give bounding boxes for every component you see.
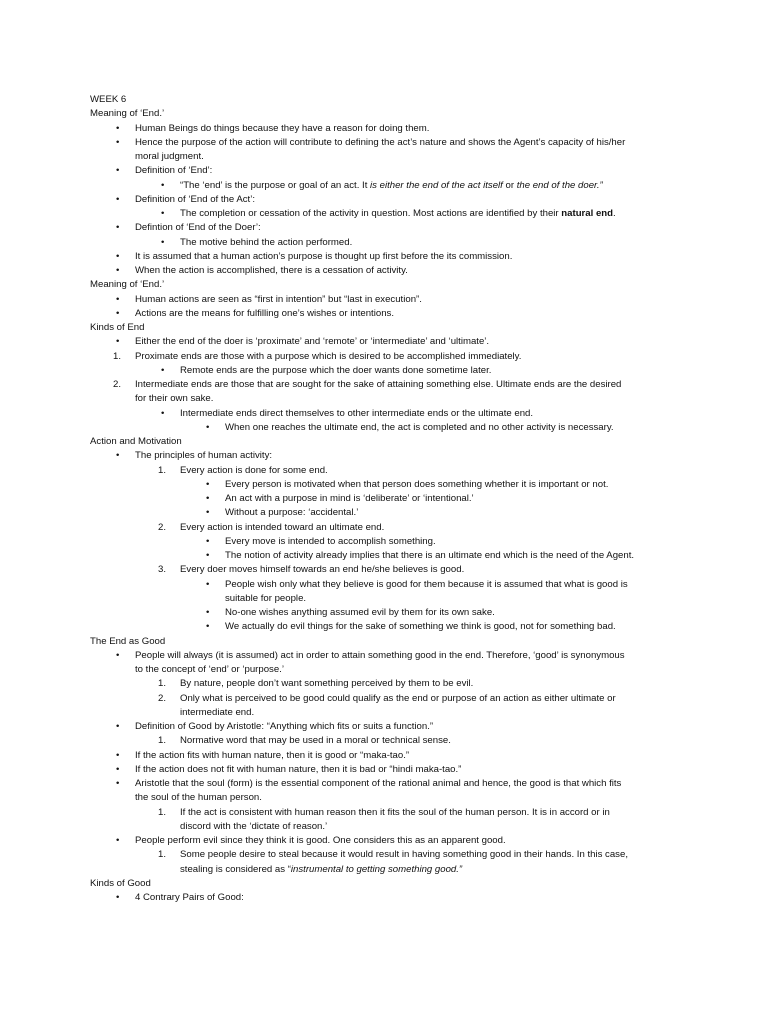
bullet-marker: • — [116, 165, 120, 177]
bullet-marker: • — [206, 421, 210, 433]
line-text — [135, 221, 261, 235]
text-line — [0, 435, 768, 449]
line-text — [180, 692, 616, 706]
line-text — [135, 749, 409, 763]
text-segment: Actions are the means for fulfilling one’s wishes or intentions. — [135, 307, 394, 319]
bullet-marker: • — [161, 236, 165, 248]
text-segment: Proximate ends are those with a purpose which is desired to be accomplished immediately. — [135, 350, 522, 362]
italic-text: is either the end of the act itself — [370, 179, 503, 191]
text-segment: Intermediate ends direct themselves to other intermediate ends or the ultimate end. — [180, 407, 534, 419]
text-line — [0, 264, 768, 278]
text-line — [0, 749, 768, 763]
text-line — [0, 563, 768, 577]
line-text — [135, 250, 512, 264]
bullet-marker: • — [206, 493, 210, 504]
text-line — [0, 677, 768, 691]
text-line — [0, 378, 768, 392]
line-text — [180, 364, 491, 378]
line-text — [135, 122, 429, 136]
text-segment: stealing is considered as “ — [180, 863, 291, 875]
line-text — [90, 107, 164, 121]
line-text — [135, 164, 212, 178]
list-number: 1. — [158, 806, 167, 818]
text-line — [0, 307, 768, 321]
text-segment: Every person is motivated when that person does something whether it is important or not. — [225, 478, 609, 490]
text-segment: It is assumed that a human action’s purpose is thought up first before the its commission. — [135, 250, 513, 262]
bullet-marker: • — [116, 307, 120, 319]
text-line — [0, 179, 768, 193]
text-segment: Only what is perceived to be good could qualify as the end or purpose of an action as either ultimate or — [180, 692, 616, 704]
text-line — [0, 649, 768, 663]
text-segment: Intermediate ends are those that are sought for the sake of attaining something else. Ultimate ends are the desired — [135, 379, 622, 390]
bullet-marker: • — [116, 749, 120, 761]
line-text — [90, 877, 151, 891]
bullet-marker: • — [161, 208, 165, 219]
text-segment: Human Beings do things because they have a reason for doing them. — [135, 122, 430, 134]
text-line — [0, 549, 768, 563]
line-text — [180, 236, 352, 250]
bullet-marker: • — [206, 535, 210, 547]
line-text — [180, 848, 628, 862]
line-text — [135, 307, 394, 321]
text-segment: By nature, people don’t want something perceived by them to be evil. — [180, 678, 474, 690]
text-segment: Remote ends are the purpose which the doer wants done sometime later. — [180, 364, 492, 376]
text-segment: Meaning of ‘End.’ — [90, 108, 165, 120]
text-line — [0, 335, 768, 349]
text-segment: intermediate end. — [180, 706, 255, 718]
line-text — [135, 791, 262, 805]
bullet-marker: • — [116, 835, 120, 846]
line-text — [180, 706, 254, 720]
text-segment: or — [502, 179, 517, 191]
list-number: 1. — [113, 350, 122, 362]
text-line — [0, 150, 768, 164]
text-line — [0, 392, 768, 406]
text-line — [0, 506, 768, 520]
line-text — [135, 891, 244, 905]
line-text — [135, 136, 625, 150]
text-line — [0, 806, 768, 820]
line-text — [90, 93, 126, 107]
italic-text: instrumental to getting something good.” — [290, 863, 463, 875]
text-segment: If the action does not fit with human nature, then it is bad or “hindi maka-tao.” — [135, 763, 462, 775]
text-line — [0, 763, 768, 777]
bullet-marker: • — [206, 621, 210, 633]
list-number: 1. — [158, 849, 167, 861]
bullet-marker: • — [116, 778, 120, 789]
bullet-marker: • — [161, 179, 165, 191]
text-segment: Human actions are seen as “first in intention” but “last in execution”. — [135, 293, 422, 305]
text-line — [0, 720, 768, 734]
line-text — [225, 549, 634, 563]
text-segment: People perform evil since they think it is good. One considers this as an apparent good. — [135, 835, 506, 846]
text-segment: Aristotle that the soul (form) is the essential component of the rational animal and hence, the good is that which fits — [135, 778, 622, 789]
text-segment: Definition of ‘End of the Act’: — [135, 193, 255, 205]
text-segment: If the action fits with human nature, then it is good or “maka-tao.” — [135, 749, 410, 761]
line-text — [90, 321, 144, 335]
text-segment: Every doer moves himself towards an end he/she believes is good. — [180, 564, 465, 576]
text-line — [0, 692, 768, 706]
text-segment: “The ‘end’ is the purpose or goal of an act. It — [180, 179, 371, 191]
text-line — [0, 891, 768, 905]
bullet-marker: • — [116, 649, 120, 661]
bullet-marker: • — [206, 607, 210, 618]
text-line — [0, 421, 768, 435]
text-segment: When the action is accomplished, there is a cessation of activity. — [135, 265, 408, 276]
text-segment: suitable for people. — [225, 592, 307, 604]
text-line — [0, 221, 768, 235]
bullet-marker: • — [116, 122, 120, 134]
text-segment: Definition of ‘End’: — [135, 165, 213, 177]
list-number: 2. — [158, 521, 167, 533]
text-line — [0, 777, 768, 791]
text-line — [0, 122, 768, 136]
text-segment: moral judgment. — [135, 151, 204, 162]
text-line — [0, 834, 768, 848]
bullet-marker: • — [116, 293, 120, 305]
line-text — [135, 335, 489, 349]
text-segment: WEEK 6 — [90, 94, 127, 105]
text-line — [0, 578, 768, 592]
line-text — [180, 521, 384, 535]
text-segment: Meaning of ‘End.’ — [90, 279, 165, 291]
text-line — [0, 364, 768, 378]
line-text — [180, 677, 473, 691]
text-line — [0, 521, 768, 535]
bold-text: natural end — [561, 208, 614, 219]
line-text — [135, 293, 422, 307]
text-segment: Hence the purpose of the action will contribute to defining the act’s nature and shows the Agent’s capacity of his/her — [135, 136, 626, 148]
line-text — [225, 606, 495, 620]
text-line — [0, 734, 768, 748]
bullet-marker: • — [116, 265, 120, 276]
text-segment: The completion or cessation of the activity in question. Most actions are identified by their — [180, 208, 562, 219]
text-line — [0, 863, 768, 877]
text-line — [0, 877, 768, 891]
bullet-marker: • — [116, 336, 120, 348]
line-text — [180, 207, 616, 221]
text-line — [0, 791, 768, 805]
text-line — [0, 592, 768, 606]
text-line — [0, 820, 768, 834]
bullet-marker: • — [206, 550, 210, 561]
text-segment: People wish only what they believe is good for them because it is assumed that what is good is — [225, 578, 628, 590]
text-line — [0, 848, 768, 862]
line-text — [225, 578, 628, 592]
text-line — [0, 407, 768, 421]
bullet-marker: • — [116, 250, 120, 262]
list-number: 2. — [113, 379, 122, 390]
text-segment: The notion of activity already implies that there is an ultimate end which is the need of the Agent. — [225, 550, 635, 561]
text-line — [0, 236, 768, 250]
text-segment: When one reaches the ultimate end, the act is completed and no other activity is necessary. — [225, 421, 614, 433]
text-line — [0, 136, 768, 150]
line-text — [225, 506, 358, 520]
line-text — [135, 720, 433, 734]
text-segment: for their own sake. — [135, 393, 214, 405]
text-segment: The principles of human activity: — [135, 450, 273, 462]
bullet-marker: • — [206, 478, 210, 490]
bullet-marker: • — [116, 222, 120, 234]
text-segment: An act with a purpose in mind is ‘deliberate’ or ‘intentional.’ — [225, 493, 474, 504]
text-line — [0, 193, 768, 207]
line-text — [90, 635, 165, 649]
text-segment: the soul of the human person. — [135, 792, 262, 804]
text-line — [0, 606, 768, 620]
line-text — [135, 150, 204, 164]
line-text — [135, 350, 521, 364]
line-text — [180, 179, 603, 193]
text-segment: Either the end of the doer is ‘proximate’ and ‘remote’ or ‘intermediate’ and ‘ultimate’. — [135, 336, 490, 348]
line-text — [225, 535, 436, 549]
text-segment: Without a purpose: ‘accidental.’ — [225, 507, 359, 519]
text-line — [0, 620, 768, 634]
list-number: 3. — [158, 564, 167, 576]
text-segment: Every action is intended toward an ultimate end. — [180, 521, 385, 533]
text-line — [0, 93, 768, 107]
text-segment: Some people desire to steal because it would result in having something good in their hands. In this case, — [180, 849, 628, 861]
text-segment: No-one wishes anything assumed evil by them for its own sake. — [225, 607, 495, 618]
italic-text: the end of the doer.” — [516, 179, 603, 191]
text-segment: If the act is consistent with human reason then it fits the soul of the human person. It is in accord or in — [180, 806, 610, 818]
line-text — [135, 378, 621, 392]
text-line — [0, 464, 768, 478]
text-segment: Kinds of Good — [90, 877, 151, 889]
line-text — [180, 863, 462, 877]
text-segment: Action and Motivation — [90, 436, 182, 447]
text-line — [0, 278, 768, 292]
text-segment: Defintion of ‘End of the Doer’: — [135, 222, 261, 234]
line-text — [225, 492, 474, 506]
text-line — [0, 350, 768, 364]
bullet-marker: • — [116, 450, 120, 462]
line-text — [90, 435, 182, 449]
text-segment: People will always (it is assumed) act in order to attain something good in the end. Therefore, ‘good’ is synonymous — [135, 649, 625, 661]
line-text — [135, 777, 621, 791]
text-line — [0, 293, 768, 307]
line-text — [180, 563, 464, 577]
text-line — [0, 706, 768, 720]
text-segment: Every move is intended to accomplish something. — [225, 535, 436, 547]
bullet-marker: • — [206, 507, 210, 519]
list-number: 1. — [158, 464, 167, 476]
line-text — [180, 464, 328, 478]
line-text — [180, 407, 533, 421]
line-text — [225, 421, 614, 435]
text-segment: Normative word that may be used in a moral or technical sense. — [180, 735, 451, 747]
text-line — [0, 535, 768, 549]
text-line — [0, 663, 768, 677]
text-line — [0, 250, 768, 264]
text-segment: The End as Good — [90, 635, 166, 647]
bullet-marker: • — [116, 892, 120, 903]
line-text — [180, 734, 451, 748]
line-text — [135, 763, 461, 777]
bullet-marker: • — [116, 136, 120, 148]
text-segment: We actually do evil things for the sake of something we think is good, not for something bad. — [225, 621, 616, 633]
line-text — [135, 834, 506, 848]
text-line — [0, 321, 768, 335]
text-segment: to the concept of ‘end’ or ‘purpose.’ — [135, 664, 284, 675]
text-line — [0, 107, 768, 121]
bullet-marker: • — [116, 721, 120, 732]
line-text — [90, 278, 164, 292]
text-segment: Definition of Good by Aristotle: “Anything which fits or suits a function.” — [135, 721, 434, 732]
list-number: 1. — [158, 735, 167, 747]
bullet-marker: • — [161, 364, 165, 376]
line-text — [135, 392, 213, 406]
bullet-marker: • — [116, 193, 120, 205]
bullet-marker: • — [161, 407, 165, 419]
line-text — [135, 193, 255, 207]
text-line — [0, 207, 768, 221]
text-segment: discord with the ‘dictate of reason.’ — [180, 820, 328, 832]
text-line — [0, 492, 768, 506]
text-line — [0, 635, 768, 649]
line-text — [225, 478, 608, 492]
line-text — [135, 663, 284, 677]
text-segment: The motive behind the action performed. — [180, 236, 353, 248]
list-number: 2. — [158, 692, 167, 704]
text-segment: . — [613, 208, 616, 219]
line-text — [225, 592, 306, 606]
line-text — [180, 820, 327, 834]
text-segment: Every action is done for some end. — [180, 464, 328, 476]
bullet-marker: • — [206, 578, 210, 590]
text-line — [0, 164, 768, 178]
text-segment: Kinds of End — [90, 322, 145, 333]
text-line — [0, 449, 768, 463]
line-text — [135, 449, 272, 463]
list-number: 1. — [158, 678, 167, 690]
line-text — [135, 264, 408, 278]
bullet-marker: • — [116, 763, 120, 775]
line-text — [135, 649, 625, 663]
text-line — [0, 478, 768, 492]
line-text — [225, 620, 616, 634]
text-segment: 4 Contrary Pairs of Good: — [135, 892, 244, 903]
line-text — [180, 806, 610, 820]
